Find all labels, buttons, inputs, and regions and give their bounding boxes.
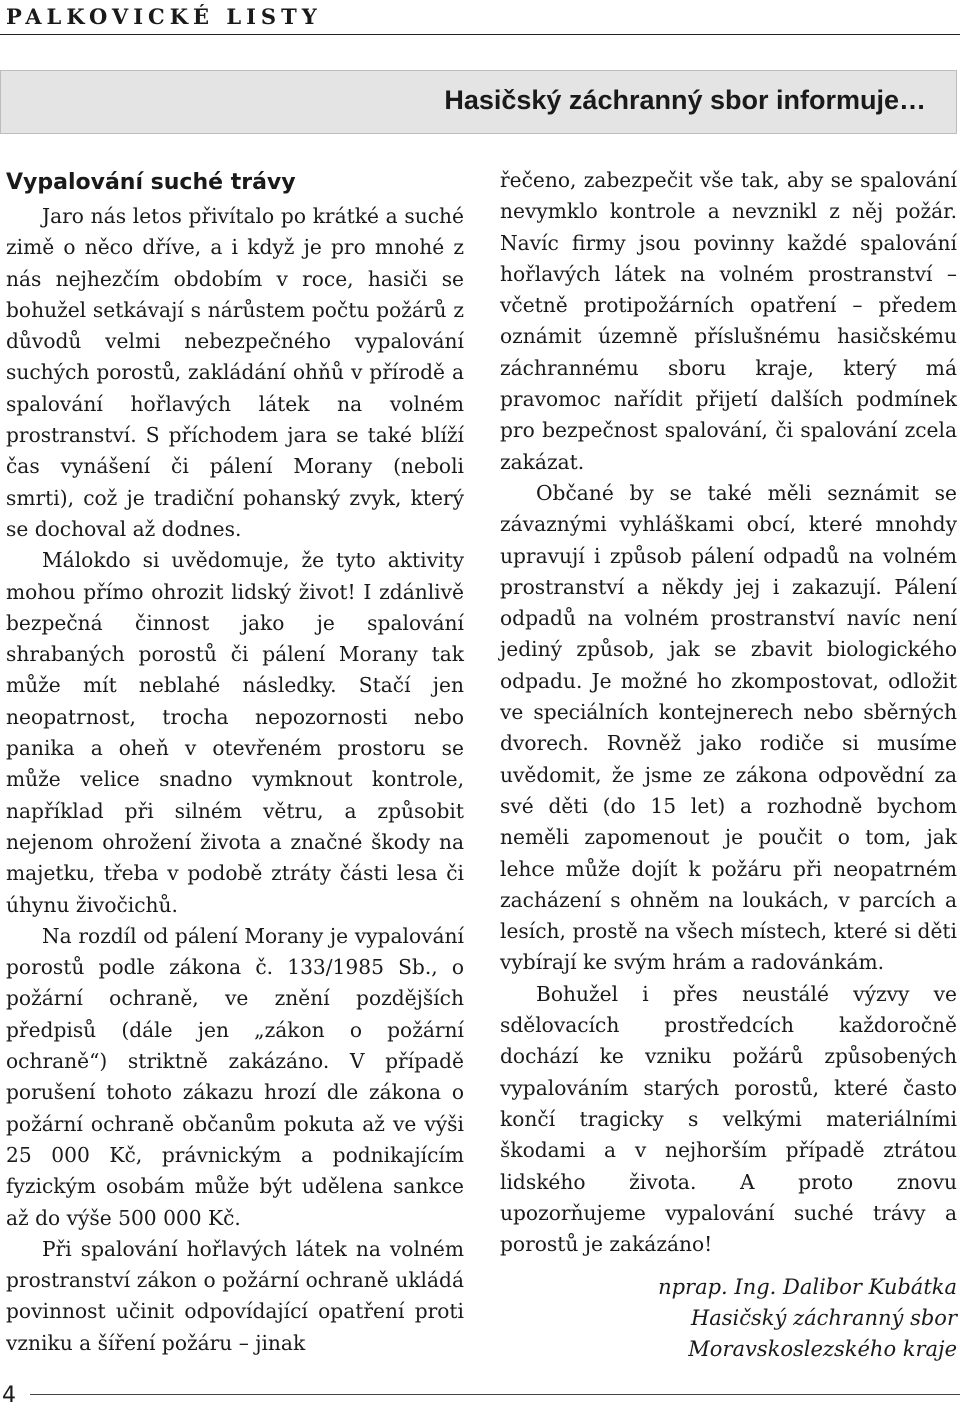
signature-name: nprap. Ing. Dalibor Kubátka (658, 1275, 957, 1300)
section-title: Hasičský záchranný sbor informuje… (444, 85, 926, 115)
page-number: 4 (2, 1383, 16, 1408)
article-column-left (6, 165, 464, 1359)
article-column-right (500, 165, 957, 1365)
signature (500, 1272, 957, 1365)
paragraph: Málokdo si uvědomuje, že tyto aktivity mohou přímo ohrozit lidský život! I zdánlivě bezpečná činnost jako je spalování shrabaných porostů či pálení Morany tak může mít neblahé následky. Stačí jen neopatrnost, trocha nepozornosti nebo panika a oheň v otevřeném prostoru se může velice snadno vymknout kontrole, například při silném větru, a způsobit nejenom ohrožení života a značné škody na majetku, třeba v podobě ztráty části lesa či úhynu živočichů. (6, 548, 464, 917)
paragraph: Při spalování hořlavých látek na volném prostranství zákon o požární ochraně ukládá povinnost učinit odpovídající opatření proti vzniku a šíření požáru – jinak (6, 1236, 464, 1355)
paragraph: Bohužel i přes neustálé výzvy ve sdělovacích prostředcích každoročně dochází ke vzniku požárů způsobených vypalováním starých porostů, které často končí tragicky s velkými materiálními škodami a v nejhorším případě ztrátou lidského života. A proto znovu upozorňujeme vypalování suché trávy a porostů je zakázáno! (500, 981, 957, 1257)
paragraph: Na rozdíl od pálení Morany je vypalování porostů podle zákona č. 133/1985 Sb., o požární ochraně, ve znění pozdějších předpisů (dále jen „zákon o požární ochraně“) striktně zakázáno. V případě porušení tohoto zákazu hrozí dle zákona o požární ochraně občanům pokuta až ve výši 25 000 Kč, právnickým a podnikajícím fyzickým osobám může být udělena sankce až do výše 500 000 Kč. (6, 923, 464, 1230)
paragraph: řečeno, zabezpečit vše tak, aby se spalování nevymklo kontrole a nevznikl z něj požár. Navíc firmy jsou povinny každé spalování hořlavých látek na volném prostranství – včetně protipožárních opatření – předem oznámit územně příslušnému hasičskému záchrannému sboru kraje, který má pravomoc nařídit přijetí dalších podmínek pro bezpečnost spalování, či spalování zcela zakázat. (500, 168, 957, 474)
article-title: Vypalování suché trávy (6, 170, 296, 195)
top-rule (0, 34, 960, 35)
paragraph: Jaro nás letos přivítalo po krátké a suché zimě o něco dříve, a i když je pro mnohé z nás nejhezčím obdobím v roce, hasiči se bohužel setkávají s nárůstem počtu požárů z důvodů velmi nebezpečného vypalování suchých porostů, zakládání ohňů v přírodě a spalování hořlavých látek na volném prostranství. S příchodem jara se také blíží čas vynášení či pálení Morany (neboli smrti), což je tradiční pohanský zvyk, který se dochoval až dodnes. (6, 204, 464, 541)
bottom-rule (30, 1394, 960, 1395)
masthead: PALKOVICKÉ LISTY (6, 4, 322, 29)
section-banner (0, 70, 957, 134)
signature-org-line2: Moravskoslezského kraje (688, 1337, 957, 1362)
paragraph: Občané by se také měli seznámit se závaznými vyhláškami obcí, které mnohdy upravují i způsob pálení odpadů na volném prostranství a někdy jej i zakazují. Pálení odpadů na volném prostranství navíc není jediný způsob, jak se zbavit biologického odpadu. Je možné ho zkompostovat, odložit ve speciálních kontejnerech nebo sběrných dvorech. Rovněž jako rodiče si musíme uvědomit, že jsme ze zákona odpovědní za své děti (do 15 let) a rozhodně bychom neměli zapomenout je poučit o tom, jak lehce může dojít k požáru při neopatrném zacházení s ohněm na loukách, v parcích a lesích, prostě na všech místech, které si děti vybírají ke svým hrám a radovánkám. (500, 480, 957, 975)
signature-org-line1: Hasičský záchranný sbor (690, 1306, 957, 1331)
